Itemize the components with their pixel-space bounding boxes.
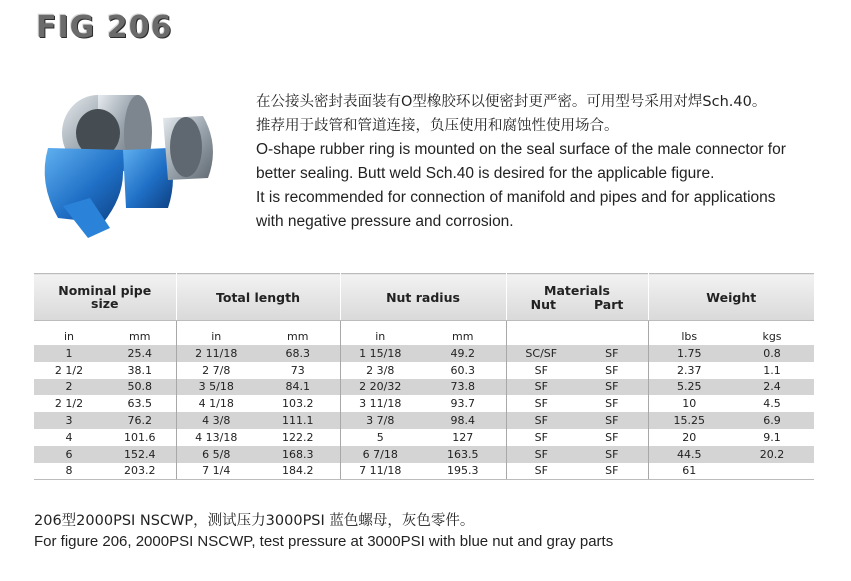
table-cell: 98.4 bbox=[420, 412, 506, 429]
header-materials-part: Part bbox=[593, 296, 624, 312]
table-cell: 15.25 bbox=[648, 412, 730, 429]
table-row bbox=[34, 429, 814, 446]
table-cell: 20 bbox=[682, 430, 697, 444]
table-cell: 2.37 bbox=[677, 363, 702, 377]
table-cell: 4 13/18 bbox=[195, 430, 238, 444]
table-cell: 2 1/2 bbox=[54, 363, 84, 377]
table-cell: 2 7/8 bbox=[202, 363, 231, 377]
table-cell: SF bbox=[576, 463, 648, 480]
unit-cell: in bbox=[63, 330, 75, 343]
table-cell: 3 11/18 bbox=[359, 397, 402, 411]
table-cell: 63.5 bbox=[104, 395, 176, 412]
table-cell: SF bbox=[534, 430, 548, 444]
table-cell: 152.4 bbox=[104, 446, 176, 463]
table-cell: 5.25 bbox=[648, 379, 730, 396]
table-cell: 4 bbox=[65, 430, 73, 444]
table-cell: SF bbox=[576, 429, 648, 446]
table-cell: 163.5 bbox=[420, 446, 506, 463]
table-cell: 2 3/8 bbox=[366, 363, 395, 377]
description-en-line: better sealing. Butt weld Sch.40 is desired for the applicable figure. bbox=[256, 165, 715, 182]
header-materials bbox=[506, 274, 648, 321]
description-en-line: It is recommended for connection of manifold and pipes and for applications bbox=[256, 189, 776, 206]
unit-cell: mm bbox=[256, 321, 340, 346]
table-cell: SF bbox=[576, 345, 648, 362]
table-cell: SF bbox=[576, 446, 648, 463]
note-en: For figure 206, 2000PSI NSCWP, test pressure at 3000PSI with blue nut and gray parts bbox=[34, 533, 614, 550]
hammer-union-image bbox=[28, 78, 233, 248]
table-cell: 5 bbox=[376, 430, 384, 444]
header-materials-nut: Nut bbox=[530, 296, 556, 312]
table-cell: 44.5 bbox=[648, 446, 730, 463]
table-cell: 84.1 bbox=[256, 379, 340, 396]
header-materials-label: Materials bbox=[544, 282, 610, 298]
table-cell: 73 bbox=[256, 362, 340, 379]
table-cell: SF bbox=[534, 363, 548, 377]
table-cell: SF bbox=[506, 463, 576, 480]
unit-cell: mm bbox=[420, 321, 506, 346]
note-cn: 206型2000PSI NSCWP，测试压力3000PSI 蓝色螺母，灰色零件。 bbox=[34, 513, 475, 529]
table-row bbox=[34, 446, 814, 463]
unit-cell: mm bbox=[104, 321, 176, 346]
header-nominal-pipe-size bbox=[34, 274, 176, 321]
table-cell: 195.3 bbox=[420, 463, 506, 480]
table-cell: 103.2 bbox=[256, 395, 340, 412]
table-header-row bbox=[34, 274, 814, 321]
table-cell: 2 20/32 bbox=[340, 379, 420, 396]
unit-cell bbox=[506, 321, 576, 346]
table-cell: 1.1 bbox=[763, 363, 781, 377]
table-cell: 101.6 bbox=[104, 429, 176, 446]
figure-title: FIG 206 bbox=[36, 10, 173, 45]
table-cell: 68.3 bbox=[256, 345, 340, 362]
table-cell: 6 bbox=[34, 446, 104, 463]
table-cell: 61 bbox=[648, 463, 730, 480]
header-nominal-pipe-size-line1: Nominal pipe bbox=[58, 283, 152, 298]
table-cell bbox=[730, 463, 814, 480]
table-cell: 60.3 bbox=[420, 362, 506, 379]
table-cell: 168.3 bbox=[256, 446, 340, 463]
table-cell: 3 5/18 bbox=[176, 379, 256, 396]
table-cell: 6 7/18 bbox=[340, 446, 420, 463]
table-cell: 6.9 bbox=[730, 412, 814, 429]
header-nut-radius: Nut radius bbox=[340, 274, 506, 321]
description-cn-line: 在公接头密封表面装有O型橡胶环以便密封更严密。可用型号采用对焊Sch.40。 bbox=[256, 94, 767, 110]
table-cell: 76.2 bbox=[104, 412, 176, 429]
spec-table bbox=[34, 273, 814, 480]
table-cell: 1 15/18 bbox=[340, 345, 420, 362]
table-cell: 4 1/18 bbox=[198, 397, 234, 411]
table-cell: SF bbox=[506, 379, 576, 396]
table-row bbox=[34, 379, 814, 396]
table-cell: 127 bbox=[420, 429, 506, 446]
table-cell: SF bbox=[534, 397, 548, 411]
table-cell: 4 3/8 bbox=[176, 412, 256, 429]
table-row bbox=[34, 463, 814, 480]
table-cell: 203.2 bbox=[104, 463, 176, 480]
description-cn-line: 推荐用于歧管和管道连接，负压使用和腐蚀性使用场合。 bbox=[256, 118, 619, 134]
unit-cell: kgs bbox=[762, 330, 782, 343]
units-row bbox=[34, 321, 814, 346]
table-cell: 122.2 bbox=[256, 429, 340, 446]
table-cell: 7 11/18 bbox=[340, 463, 420, 480]
table-cell: 7 1/4 bbox=[176, 463, 256, 480]
unit-cell: in bbox=[211, 330, 222, 343]
table-cell: 2 11/18 bbox=[176, 345, 256, 362]
unit-cell: lbs bbox=[681, 330, 698, 343]
header-nominal-pipe-size-line2: size bbox=[91, 296, 119, 311]
table-cell: 8 bbox=[34, 463, 104, 480]
table-cell: 10 bbox=[682, 397, 697, 411]
table-cell: 93.7 bbox=[420, 395, 506, 412]
table-cell: SC/SF bbox=[506, 345, 576, 362]
table-cell: SF bbox=[506, 446, 576, 463]
table-cell: 73.8 bbox=[420, 379, 506, 396]
table-cell: 9.1 bbox=[763, 430, 781, 444]
table-cell: SF bbox=[576, 395, 648, 412]
table-cell: 2 1/2 bbox=[54, 397, 84, 411]
table-row bbox=[34, 395, 814, 412]
description-en-line: with negative pressure and corrosion. bbox=[256, 213, 514, 230]
table-cell: 3 7/8 bbox=[340, 412, 420, 429]
description-block bbox=[256, 90, 836, 234]
table-cell: 38.1 bbox=[104, 362, 176, 379]
unit-cell: in bbox=[375, 330, 386, 343]
unit-cell bbox=[576, 321, 648, 346]
table-cell: 184.2 bbox=[256, 463, 340, 480]
description-en-line: O-shape rubber ring is mounted on the seal surface of the male connector for bbox=[256, 141, 786, 158]
table-cell: 49.2 bbox=[420, 345, 506, 362]
table-cell: 1 bbox=[34, 345, 104, 362]
table-cell: 111.1 bbox=[256, 412, 340, 429]
table-cell: 3 bbox=[34, 412, 104, 429]
table-cell: 2.4 bbox=[730, 379, 814, 396]
table-cell: 2 bbox=[34, 379, 104, 396]
table-cell: 25.4 bbox=[104, 345, 176, 362]
table-cell: 6 5/8 bbox=[176, 446, 256, 463]
table-cell: SF bbox=[506, 412, 576, 429]
table-cell: 50.8 bbox=[104, 379, 176, 396]
table-row bbox=[34, 362, 814, 379]
spec-table-body bbox=[34, 345, 814, 480]
header-total-length: Total length bbox=[176, 274, 340, 321]
table-row bbox=[34, 412, 814, 429]
table-cell: SF bbox=[576, 412, 648, 429]
table-cell: SF bbox=[576, 362, 648, 379]
table-cell: 4.5 bbox=[763, 397, 781, 411]
table-cell: SF bbox=[576, 379, 648, 396]
table-cell: 20.2 bbox=[730, 446, 814, 463]
table-cell: 0.8 bbox=[730, 345, 814, 362]
table-cell: 1.75 bbox=[648, 345, 730, 362]
header-weight: Weight bbox=[648, 274, 814, 321]
table-row bbox=[34, 345, 814, 362]
